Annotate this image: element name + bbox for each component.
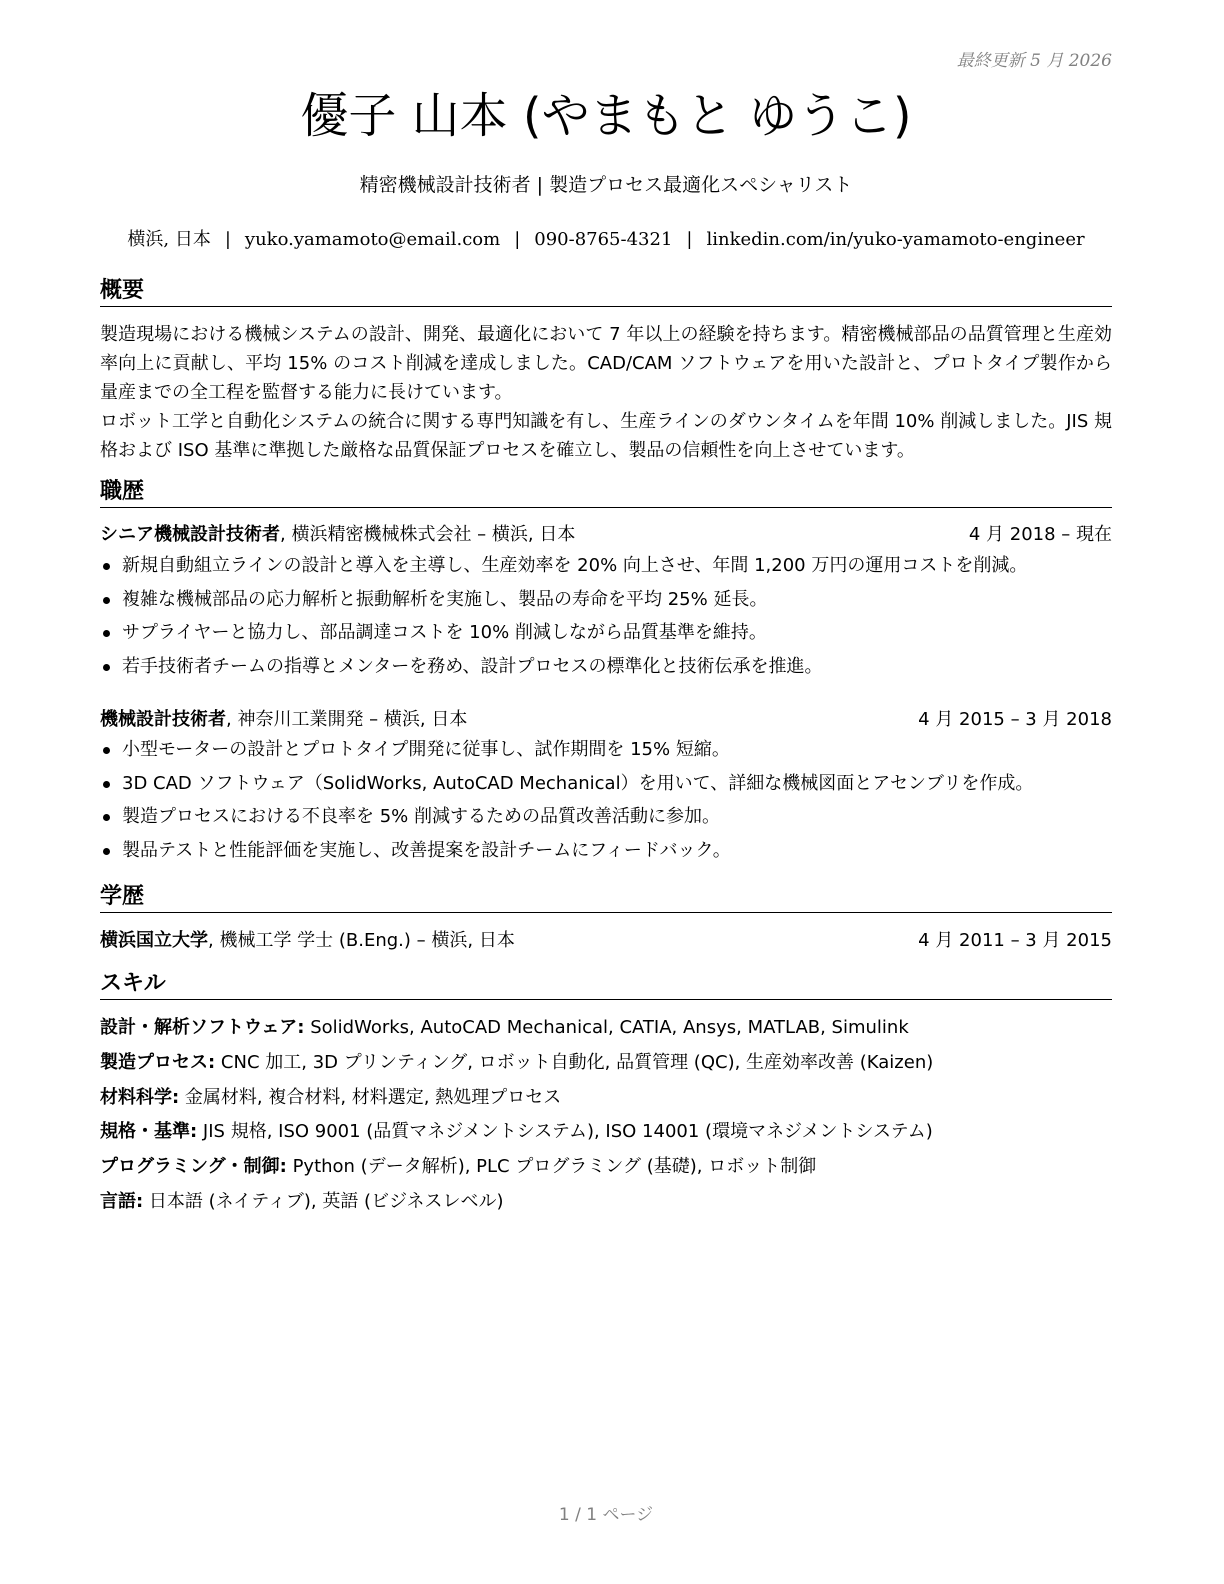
list-item: 製造プロセスにおける不良率を 5% 削減するための品質改善活動に参加。 <box>100 803 1112 837</box>
skill-value: 日本語 (ネイティブ), 英語 (ビジネスレベル) <box>143 1190 504 1212</box>
school-name: 横浜国立大学 <box>100 930 208 951</box>
education-heading: 学歴 <box>100 883 1112 913</box>
skill-label: 製造プロセス: <box>100 1051 216 1073</box>
skills-heading: スキル <box>100 970 1112 1000</box>
resume-page <box>100 0 1112 1584</box>
contact-linkedin[interactable]: linkedin.com/in/yuko-yamamoto-engineer <box>706 229 1085 250</box>
candidate-name: 優子 山本 (やまもと ゆうこ) <box>300 88 912 144</box>
education-entry <box>100 927 1112 955</box>
skill-label: プログラミング・制御: <box>100 1156 287 1178</box>
job-org: , 横浜精密機械株式会社 – 横浜, 日本 <box>280 524 576 545</box>
skill-label: 言語: <box>100 1190 144 1212</box>
list-item: 若手技術者チームの指導とメンターを務め、設計プロセスの標準化と技術伝承を推進。 <box>100 653 1112 687</box>
contact-location: 横浜, 日本 <box>127 229 211 250</box>
job-org: , 神奈川工業開発 – 横浜, 日本 <box>226 709 468 730</box>
page-number: 1 / 1 ページ <box>558 1505 654 1525</box>
contact-line <box>100 225 1112 251</box>
separator: | <box>224 229 231 250</box>
skill-value: Python (データ解析), PLC プログラミング (基礎), ロボット制御 <box>286 1156 817 1178</box>
summary-paragraph: ロボット工学と自動化システムの統合に関する専門知識を有し、生産ラインのダウンタイムを年間 10% 削減しました。JIS 規格および ISO 基準に準拠した厳格な品質保証プロセスを確立し、製品の信頼性を向上させています。 <box>100 411 1112 461</box>
contact-phone[interactable]: 090-8765-4321 <box>534 229 673 250</box>
skills-list <box>100 1014 1112 1223</box>
job-bullets <box>100 552 1112 686</box>
skill-value: 金属材料, 複合材料, 材料選定, 熱処理プロセス <box>179 1086 562 1108</box>
skill-label: 設計・解析ソフトウェア: <box>100 1017 305 1038</box>
skill-row <box>100 1153 1112 1188</box>
summary-paragraph: 製造現場における機械システムの設計、開発、最適化において 7 年以上の経験を持ちます。精密機械部品の品質管理と生産効率向上に貢献し、平均 15% のコスト削減を達成しました。CAD/CAM ソフトウェアを用いた設計と、プロトタイプ製作から量産までの全工程を監督する能力に長けています。 <box>100 324 1112 403</box>
degree-detail: , 機械工学 学士 (B.Eng.) – 横浜, 日本 <box>208 930 515 951</box>
skill-label: 材料科学: <box>100 1086 180 1108</box>
job-header <box>100 706 1112 734</box>
skill-row <box>100 1014 1112 1049</box>
tagline: 精密機械設計技術者 | 製造プロセス最適化スペシャリスト <box>359 174 853 196</box>
skill-value: SolidWorks, AutoCAD Mechanical, CATIA, Ansys, MATLAB, Simulink <box>304 1017 909 1038</box>
job-header <box>100 521 1112 549</box>
skill-row <box>100 1118 1112 1153</box>
separator: | <box>514 229 521 250</box>
job-title: シニア機械設計技術者 <box>100 524 280 545</box>
job-title: 機械設計技術者 <box>100 709 226 730</box>
skill-row <box>100 1188 1112 1223</box>
skill-row <box>100 1049 1112 1084</box>
last-updated: 最終更新 5 月 2026 <box>956 51 1112 71</box>
list-item: サプライヤーと協力し、部品調達コストを 10% 削減しながら品質基準を維持。 <box>100 619 1112 653</box>
skill-row <box>100 1084 1112 1119</box>
separator: | <box>686 229 693 250</box>
job-dates: 4 月 2015 – 3 月 2018 <box>918 709 1112 730</box>
skill-value: JIS 規格, ISO 9001 (品質マネジメントシステム), ISO 14001 (環境マネジメントシステム) <box>197 1121 933 1143</box>
experience-heading: 職歴 <box>100 478 1112 508</box>
summary-heading: 概要 <box>100 277 1112 307</box>
skill-value: CNC 加工, 3D プリンティング, ロボット自動化, 品質管理 (QC), 生産効率改善 (Kaizen) <box>215 1051 934 1073</box>
contact-email[interactable]: yuko.yamamoto@email.com <box>244 229 501 250</box>
list-item: 3D CAD ソフトウェア（SolidWorks, AutoCAD Mechanical）を用いて、詳細な機械図面とアセンブリを作成。 <box>100 770 1112 804</box>
skill-label: 規格・基準: <box>100 1121 198 1143</box>
list-item: 複雑な機械部品の応力解析と振動解析を実施し、製品の寿命を平均 25% 延長。 <box>100 586 1112 620</box>
education-dates: 4 月 2011 – 3 月 2015 <box>918 930 1112 951</box>
job-bullets <box>100 736 1112 870</box>
list-item: 小型モーターの設計とプロトタイプ開発に従事し、試作期間を 15% 短縮。 <box>100 736 1112 770</box>
list-item: 製品テストと性能評価を実施し、改善提案を設計チームにフィードバック。 <box>100 837 1112 871</box>
list-item: 新規自動組立ラインの設計と導入を主導し、生産効率を 20% 向上させ、年間 1,200 万円の運用コストを削減。 <box>100 552 1112 586</box>
job-dates: 4 月 2018 – 現在 <box>968 524 1112 545</box>
